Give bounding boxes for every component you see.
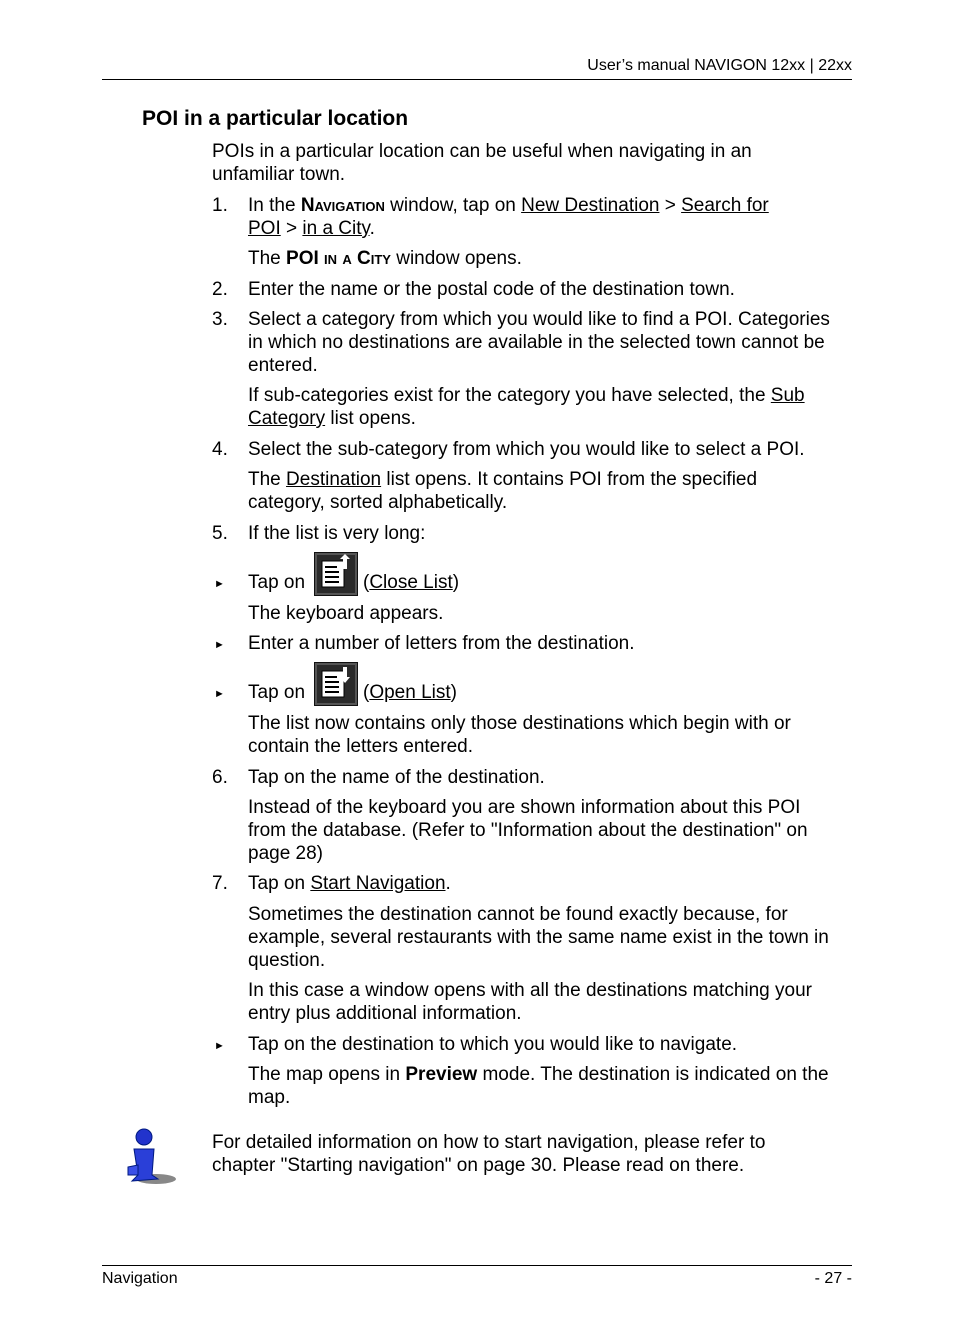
window-name-navigation: Navigation: [300, 195, 385, 216]
step-7-result-2: In this case a window opens with all the destinations matching your entry plus additional information.: [248, 980, 812, 1024]
bullet-3-text: Tap on: [248, 682, 306, 703]
step-6-result: Instead of the keyboard you are shown information about this POI from the database. (Refer to "Information about the destination" on page 28): [248, 797, 808, 864]
link-category[interactable]: Category: [248, 408, 326, 429]
bullet-1-text: Tap on: [248, 572, 306, 593]
link-new-destination[interactable]: New Destination: [521, 195, 660, 216]
step-3-number: 3.: [212, 309, 228, 330]
step-2-number: 2.: [212, 279, 228, 300]
bullet-1-result: The keyboard appears.: [248, 603, 444, 624]
step-7-text: Tap on Start Navigation.: [248, 873, 451, 894]
link-destination[interactable]: Destination: [286, 469, 382, 490]
step-4-text: Select the sub-category from which you would like to select a POI.: [248, 439, 805, 460]
close-list-icon[interactable]: [314, 552, 358, 596]
info-note: For detailed information on how to start navigation, please refer to chapter "Starting navigation" on page 30. Please read on there.: [212, 1132, 766, 1176]
link-start-navigation[interactable]: Start Navigation: [310, 873, 446, 894]
bullet-2-text: Enter a number of letters from the destination.: [248, 633, 635, 654]
step-3-text: Select a category from which you would like to find a POI. Categories in which no destinations are available in the selected town cannot be entered.: [248, 309, 830, 376]
bullet-3-result: The list now contains only those destinations which begin with or contain the letters entered.: [248, 713, 791, 757]
page-footer: [102, 1265, 852, 1288]
footer-chapter: Navigation: [102, 1270, 178, 1287]
page-number: - 27 -: [814, 1270, 852, 1287]
link-sub-category[interactable]: Sub: [770, 385, 805, 406]
step-6-text: Tap on the name of the destination.: [248, 767, 545, 788]
step-7-number: 7.: [212, 873, 228, 894]
step-6-number: 6.: [212, 767, 228, 788]
step-3-result: If sub-categories exist for the category you have selected, the Sub Category list opens.: [248, 385, 805, 429]
link-in-a-city[interactable]: in a City: [302, 218, 370, 239]
window-name-poi-in-a-city: POI in a City: [286, 248, 391, 269]
info-person-icon: [122, 1127, 178, 1187]
bullet-4-text: Tap on the destination to which you would like to navigate.: [248, 1034, 738, 1055]
step-4-result: The Destination list opens. It contains POI from the specified category, sorted alphabetically.: [248, 469, 758, 513]
step-1-number: 1.: [212, 195, 228, 216]
step-5-number: 5.: [212, 523, 228, 544]
bullet-arrow: ►: [214, 1040, 225, 1052]
bullet-arrow: ►: [214, 578, 225, 590]
page-header: [102, 57, 852, 80]
step-5-text: If the list is very long:: [248, 523, 426, 544]
bullet-1-label: (Close List): [363, 572, 460, 593]
intro-text: POIs in a particular location can be useful when navigating in an unfamiliar town.: [212, 141, 752, 185]
link-open-list[interactable]: Open List: [369, 682, 451, 703]
bullet-arrow: ►: [214, 688, 225, 700]
section-title: POI in a particular location: [142, 107, 409, 130]
link-close-list[interactable]: Close List: [369, 572, 453, 593]
step-4-number: 4.: [212, 439, 228, 460]
bullet-3-label: (Open List): [363, 682, 457, 703]
step-1-result: The POI in a City window opens.: [248, 248, 522, 269]
bullet-4-result: The map opens in Preview mode. The destination is indicated on the map.: [248, 1064, 829, 1108]
open-list-icon[interactable]: [314, 662, 358, 706]
link-poi[interactable]: POI: [248, 218, 281, 239]
step-2-text: Enter the name or the postal code of the destination town.: [248, 279, 735, 300]
header-title: User’s manual NAVIGON 12xx | 22xx: [587, 57, 852, 74]
link-search-for[interactable]: Search for: [681, 195, 769, 216]
step-1-text: In the Navigation window, tap on New Destination > Search for POI > in a City.: [248, 195, 769, 239]
mode-preview: Preview: [405, 1064, 478, 1085]
step-7-result-1: Sometimes the destination cannot be found exactly because, for example, several restaurants with the same name exist in the town in question.: [248, 904, 829, 971]
bullet-arrow: ►: [214, 639, 225, 651]
